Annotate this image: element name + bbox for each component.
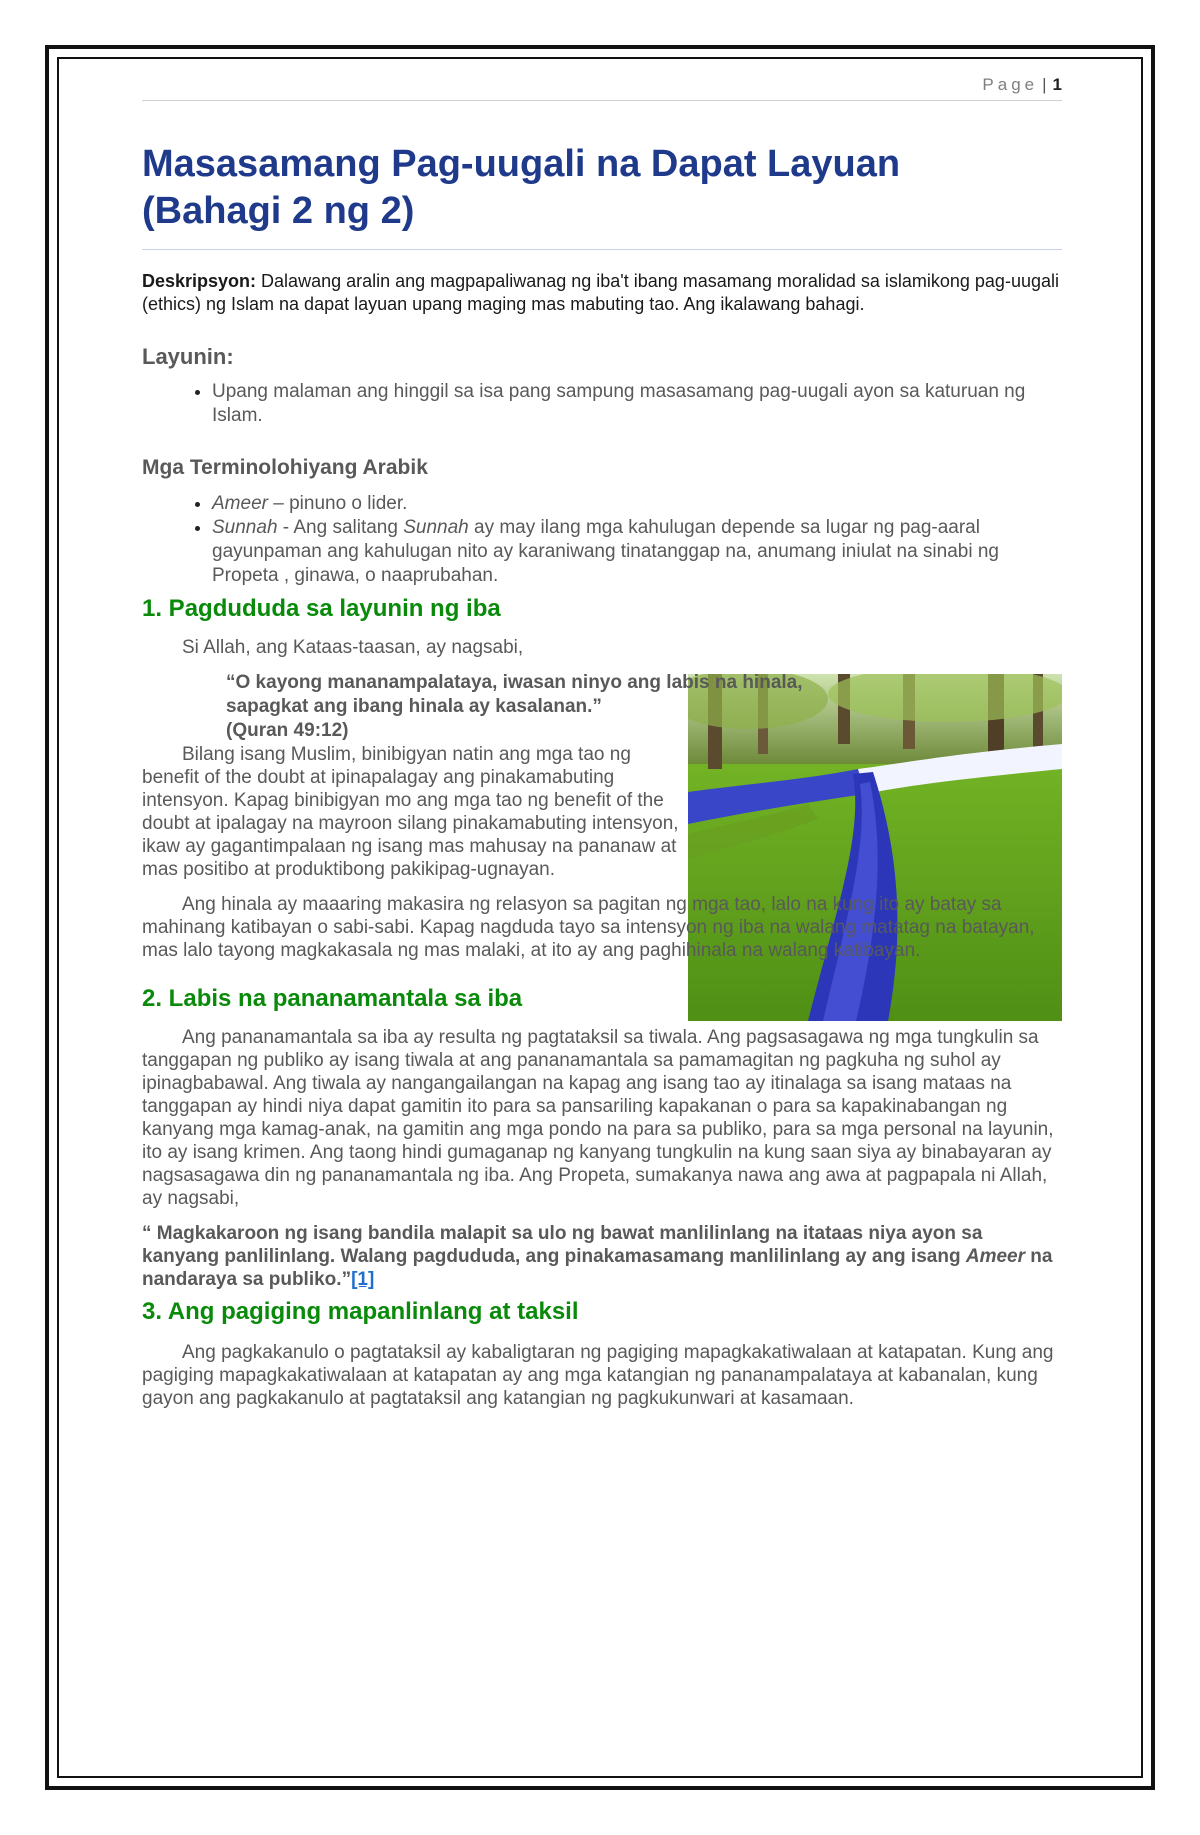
title-divider	[142, 249, 1062, 250]
page-separator: |	[1042, 75, 1047, 94]
page-header	[142, 70, 1062, 101]
description-text: Dalawang aralin ang magpapaliwanag ng iba't ibang masamang moralidad sa islamikong pag-uugali (ethics) ng Islam na dapat layuan upang maging mas mabuting tao. Ang ikalawang bahagi.	[142, 271, 1059, 314]
section-3-heading: 3. Ang pagiging mapanlinlang at taksil	[142, 1298, 579, 1325]
term-definition: – pinuno o lider.	[267, 493, 408, 514]
quote-line-2: sapagkat ang ibang hinala ay kasalanan.”	[226, 696, 602, 717]
page-content	[142, 70, 1062, 1410]
hadith-term: Ameer	[965, 1246, 1025, 1267]
term-name: Ameer	[212, 493, 268, 514]
title-line-2: (Bahagi 2 ng 2)	[142, 190, 415, 232]
quote-line-1: “O kayong mananampalataya, iwasan ninyo ang labis na hinala,	[226, 672, 803, 693]
hadith-text-a: “ Magkakaroon ng isang bandila malapit sa ulo ng bawat manlilinlang na itataas niya ayon sa kanyang panlilinlang. Walang pagdududa, ang pinakamasamang manlilinlang ay ang isang	[142, 1223, 983, 1267]
description-label: Deskripsyon:	[142, 271, 257, 291]
quran-quote	[226, 671, 926, 743]
term-name-inline: Sunnah	[403, 517, 469, 538]
section-1-heading: 1. Pagdududa sa layunin ng iba	[142, 595, 501, 622]
terms-heading: Mga Terminolohiyang Arabik	[142, 456, 428, 479]
hadith-text-b: na nandaraya sa publiko.”	[142, 1246, 1053, 1290]
quote-reference: (Quran 49:12)	[226, 720, 349, 741]
terms-list	[142, 492, 1062, 588]
section-2-heading: 2. Labis na pananamantala sa iba	[142, 985, 523, 1012]
page-number-label	[982, 75, 1062, 95]
term-definition-rest: ay may ilang mga kahulugan depende sa lugar ng pag-aaral gayunpaman ang kahulugan nito ay karaniwang tinatanggap na, anumang iniulat na sinabi ng Propeta , ginawa, o naaprubahan.	[212, 517, 999, 586]
footnote-link[interactable]: [1]	[351, 1269, 375, 1290]
objective-item: • Upang malaman ang hinggil sa isa pang sampung masasamang pag-uugali ayon sa katuruan ng Islam.	[212, 380, 1062, 428]
term-item-sunnah	[212, 516, 1062, 588]
page-number: 1	[1052, 75, 1062, 94]
section-1-paragraph-1: Bilang isang Muslim, binibigyan natin ang mga tao ng benefit of the doubt at ipinapalagay ang pinakamabuting intensyon. Kapag binibigyan mo ang mga tao ng benefit of the doubt at ipalagay na mayroon silang pinakamabuting intensyon, ikaw ay gagantimpalaan ng isang mas mahusay na pananaw at mas positibo at produktibong pakikipag-ugnayan.	[142, 744, 679, 880]
title-line-1: Masasamang Pag-uugali na Dapat Layuan	[142, 143, 901, 185]
term-definition: - Ang salitang	[277, 517, 404, 538]
section-1-intro: Si Allah, ang Kataas-taasan, ay nagsabi,	[182, 637, 524, 658]
objectives-list	[142, 380, 1062, 428]
hadith-quote	[142, 1222, 1062, 1291]
page-word: Page	[982, 75, 1039, 94]
description	[142, 270, 1062, 316]
section-2-paragraph-1: Ang pananamantala sa iba ay resulta ng pagtataksil sa tiwala. Ang pagsasagawa ng mga tungkulin sa tanggapan ng publiko ay isang tiwala at ang pananamantala sa pamamagitan ng pagkuha ng suhol ay ipinagbabawal. Ang tiwala ay nangangailangan na kapag ang isang tao ay itinalaga sa isang mataas na tanggapan ay hindi niya dapat gamitin ito para sa pansariling kapakanan o para sa kapakinabangan ng kanyang mga kamag-anak, na gamitin ang mga pondo na para sa publiko, para sa mga personal na layunin, ito ay isang krimen. Ang taong hindi gumaganap ng kanyang tungkulin na kung saan siya ay binabayaran ay nagsasagawa din ng pananamantala ng iba. Ang Propeta, sumakanya nawa ang awa at pagpapala ni Allah, ay nagsabi,	[142, 1027, 1054, 1209]
section-3-paragraph-1: Ang pagkakanulo o pagtataksil ay kabaligtaran ng pagiging mapagkakatiwalaan at katapatan. Kung ang pagiging mapagkakatiwalaan at katapatan ay ang mga katangian ng pananampalataya at kabanalan, kung gayon ang pagkakanulo at pagtataksil ang katangian ng pagkukunwari at kasamaan.	[142, 1342, 1054, 1409]
page-title	[142, 141, 1062, 235]
objectives-heading: Layunin:	[142, 344, 234, 369]
term-name: Sunnah	[212, 517, 278, 538]
term-item-ameer	[212, 492, 1062, 516]
section-1-paragraph-2: Ang hinala ay maaaring makasira ng relasyon sa pagitan ng mga tao, lalo na kung ito ay batay sa mahinang katibayan o sabi-sabi. Kapag nagduda tayo sa intensyon ng iba na walang matatag na batayan, mas lalo tayong magkakasala ng mas malaki, at ito ay ang paghihinala na walang katibayan.	[142, 894, 1035, 961]
